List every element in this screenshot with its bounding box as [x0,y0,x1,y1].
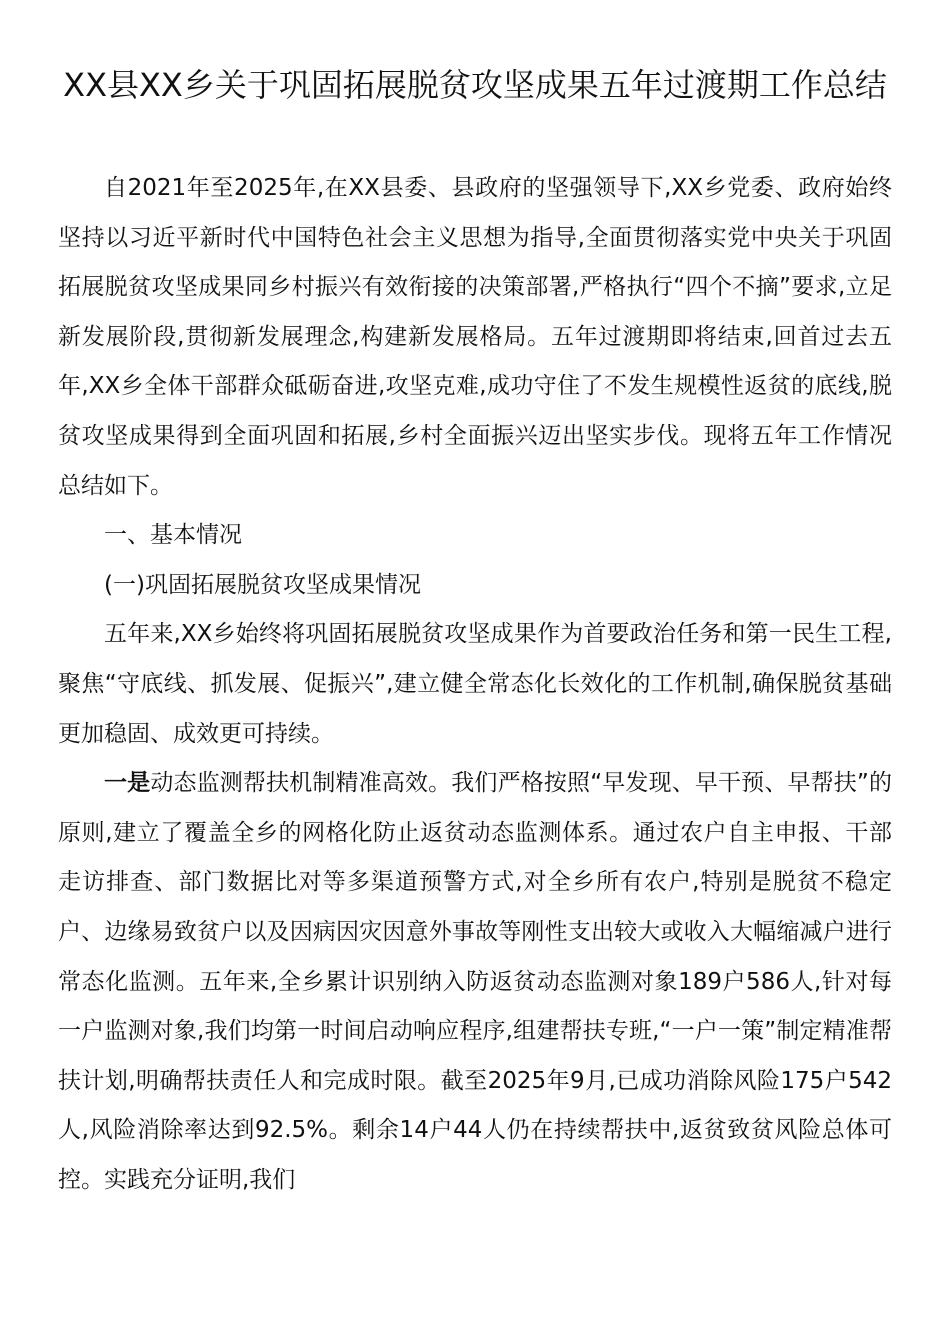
document-title: XX县XX乡关于巩固拓展脱贫攻坚成果五年过渡期工作总结 [63,66,887,104]
point-one-paragraph [58,759,892,1205]
subsection-heading-consolidation: (一)巩固拓展脱贫攻坚成果情况 [104,571,421,598]
document-body [58,164,892,1205]
document-page [58,60,892,1205]
point-one-body: 动态监测帮扶机制精准高效。我们严格按照“早发现、早干预、早帮扶”的原则,建立了覆盖全乡的网格化防止返贫动态监测体系。通过农户自主申报、干部走访排查、部门数据比对等多渠道预警方式,对全乡所有农户,特别是脱贫不稳定户、边缘易致贫户以及因病因灾因意外事故等刚性支出较大或收入大幅缩减户进行常态化监测。五年来,全乡累计识别纳入防返贫动态监测对象189户586人,针对每一户监测对象,我们均第一时间启动响应程序,组建帮扶专班,“一户一策”制定精准帮扶计划,明确帮扶责任人和完成时限。截至2025年9月,已成功消除风险175户542人,风险消除率达到92.5%。剩余14户44人仍在持续帮扶中,返贫致贫风险总体可控。实践充分证明,我们 [58,770,892,1193]
intro-paragraph: 自2021年至2025年,在XX县委、县政府的坚强领导下,XX乡党委、政府始终坚持以习近平新时代中国特色社会主义思想为指导,全面贯彻落实党中央关于巩固拓展脱贫攻坚成果同乡村振兴有效衔接的决策部署,严格执行“四个不摘”要求,立足新发展阶段,贯彻新发展理念,构建新发展格局。五年过渡期即将结束,回首过去五年,XX乡全体干部群众砥砺奋进,攻坚克难,成功守住了不发生规模性返贫的底线,脱贫攻坚成果得到全面巩固和拓展,乡村全面振兴迈出坚实步伐。现将五年工作情况总结如下。 [58,175,892,499]
point-one-lead: 一是 [104,770,151,797]
subsection-body-paragraph: 五年来,XX乡始终将巩固拓展脱贫攻坚成果作为首要政治任务和第一民生工程,聚焦“守底线、抓发展、促振兴”,建立健全常态化长效化的工作机制,确保脱贫基础更加稳固、成效更可持续。 [58,621,892,747]
section-heading-basic-situation: 一、基本情况 [104,522,242,549]
